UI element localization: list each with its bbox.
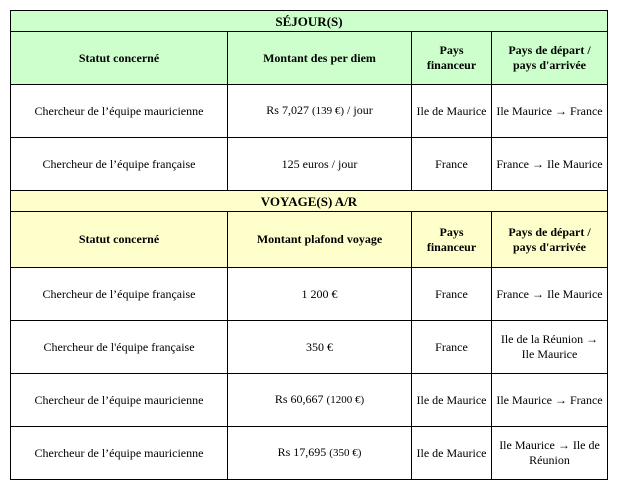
sejour-header-statut: Statut concerné <box>11 32 228 85</box>
statut-cell: Chercheur de l’équipe mauricienne <box>11 85 228 138</box>
sejour-section-row <box>11 11 608 32</box>
depart-cell: Ile Maurice → Ile de Réunion <box>492 427 608 480</box>
table-row <box>11 268 608 321</box>
montant-cell <box>228 427 412 480</box>
montant-euro: (139 €) <box>311 105 345 117</box>
montant-euro: (350 €) <box>329 447 362 459</box>
montant-euro: (1200 €) <box>326 394 365 406</box>
montant-main: Rs 7,027 <box>266 103 312 117</box>
voyage-section-title: VOYAGE(S) A/R <box>11 191 608 212</box>
montant-cell <box>228 85 412 138</box>
sejour-section-title: SÉJOUR(S) <box>11 11 608 32</box>
depart-cell: Ile de la Réunion → Ile Maurice <box>492 321 608 374</box>
voyage-header-montant: Montant plafond voyage <box>228 212 412 268</box>
voyage-header-pays: Pays financeur <box>412 212 492 268</box>
pays-cell: France <box>412 321 492 374</box>
pays-cell: Ile de Maurice <box>412 85 492 138</box>
pays-cell: France <box>412 268 492 321</box>
voyage-header-depart: Pays de départ / pays d'arrivée <box>492 212 608 268</box>
table-row <box>11 427 608 480</box>
table-row <box>11 85 608 138</box>
voyage-header-row <box>11 212 608 268</box>
statut-cell: Chercheur de l’équipe mauricienne <box>11 427 228 480</box>
voyage-header-statut: Statut concerné <box>11 212 228 268</box>
sejour-header-depart: Pays de départ / pays d'arrivée <box>492 32 608 85</box>
montant-suffix: / jour <box>344 103 373 117</box>
per-diem-table <box>10 10 608 480</box>
pays-cell: Ile de Maurice <box>412 374 492 427</box>
depart-cell: Ile Maurice → France <box>492 374 608 427</box>
table-row <box>11 321 608 374</box>
depart-cell: France → Ile Maurice <box>492 268 608 321</box>
montant-cell <box>228 374 412 427</box>
montant-cell: 350 € <box>228 321 412 374</box>
pays-cell: France <box>412 138 492 191</box>
sejour-header-pays: Pays financeur <box>412 32 492 85</box>
sejour-header-row <box>11 32 608 85</box>
table-row <box>11 138 608 191</box>
statut-cell: Chercheur de l’équipe française <box>11 138 228 191</box>
depart-cell: Ile Maurice → France <box>492 85 608 138</box>
voyage-section-row <box>11 191 608 212</box>
depart-cell: France → Ile Maurice <box>492 138 608 191</box>
montant-cell: 1 200 € <box>228 268 412 321</box>
montant-main: Rs 60,667 <box>274 392 327 406</box>
statut-cell: Chercheur de l’équipe mauricienne <box>11 374 228 427</box>
statut-cell: Chercheur de l’équipe française <box>11 268 228 321</box>
table-row <box>11 374 608 427</box>
statut-cell: Chercheur de l'équipe française <box>11 321 228 374</box>
sejour-header-montant: Montant des per diem <box>228 32 412 85</box>
montant-main: Rs 17,695 <box>277 445 330 459</box>
montant-cell: 125 euros / jour <box>228 138 412 191</box>
pays-cell: Ile de Maurice <box>412 427 492 480</box>
